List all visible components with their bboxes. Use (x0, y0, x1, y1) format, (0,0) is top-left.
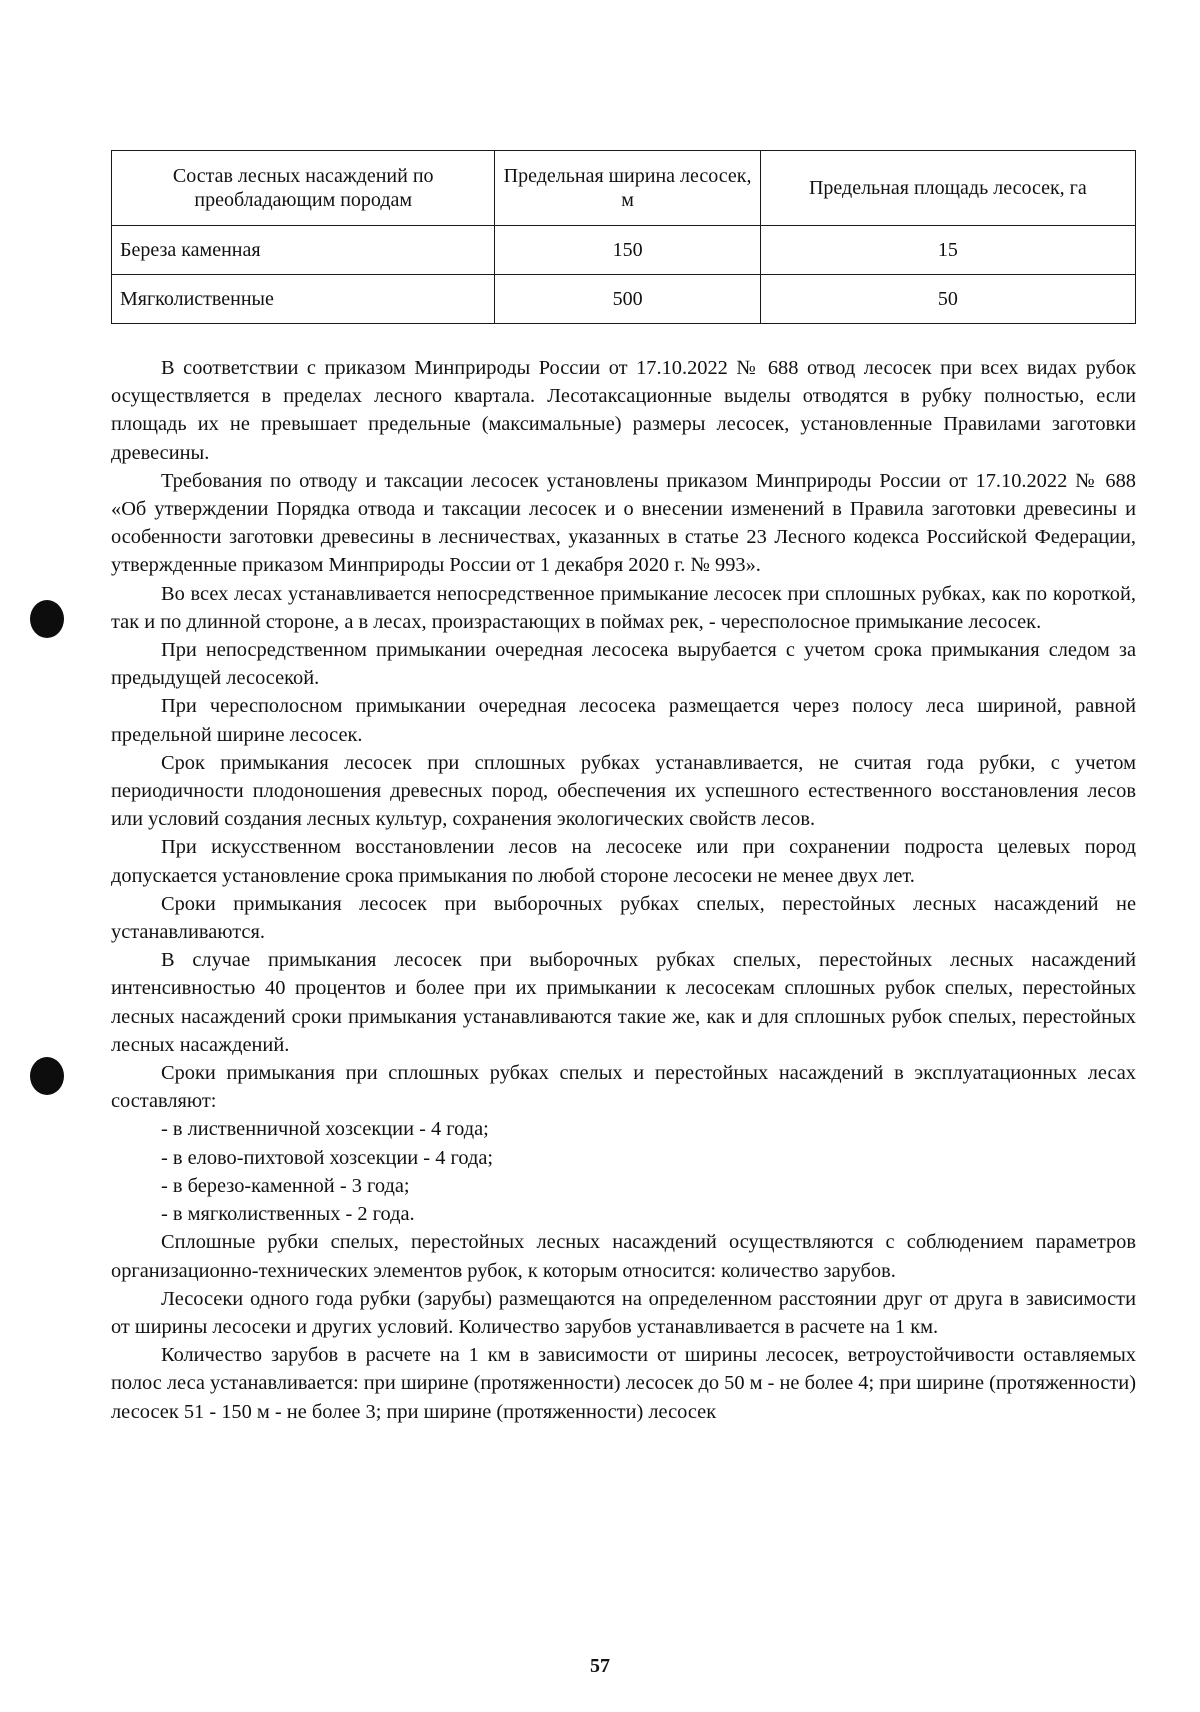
punch-hole-mark (30, 1057, 64, 1095)
paragraph: При чересполосном примыкании очередная лесосека размещается через полосу леса шириной, равной предельной ширине лесосек. (111, 695, 1136, 746)
table-header-row (112, 151, 1136, 226)
paragraph: В случае примыкания лесосек при выборочных рубках спелых, перестойных лесных насаждений интенсивностью 40 процентов и более при их примыкании к лесосекам сплошных рубок спелых, перестойных лесных насаждений сроки примыкания устанавливаются такие же, как и для сплошных рубок спелых, перестойных лесных насаждений. (111, 949, 1136, 1056)
table-cell-species: Мягколиственные (112, 275, 495, 324)
list-item: - в мягколиственных - 2 года. (161, 1203, 415, 1226)
logging-limits-table (111, 150, 1136, 324)
paragraph: Срок примыкания лесосек при сплошных рубках устанавливается, не считая года рубки, с учетом периодичности плодоношения древесных пород, обеспечения их успешного естественного восстановления лесов или условий создания лесных культур, сохранения экологических свойств лесов. (111, 751, 1136, 831)
paragraph: При искусственном восстановлении лесов на лесосеке или при сохранении подроста целевых пород допускается установление срока примыкания по любой стороне лесосеки не менее двух лет. (111, 836, 1136, 887)
list-item: - в елово-пихтовой хозсекции - 4 года; (161, 1146, 494, 1169)
table-header-composition: Состав лесных насаждений по преобладающим породам (112, 151, 495, 226)
paragraph: Сроки примыкания при сплошных рубках спелых и перестойных насаждений в эксплуатационных лесах составляют: (111, 1062, 1136, 1113)
table-row (112, 275, 1136, 324)
table-cell-width: 150 (495, 226, 760, 275)
paragraph: Требования по отводу и таксации лесосек установлены приказом Минприроды России от 17.10.2022 № 688 «Об утверждении Порядка отвода и таксации лесосек и о внесении изменений в Правила заготовки древесины и особенности заготовки древесины в лесничествах, указанных в статье 23 Лесного кодекса Российской Федерации, утвержденные приказом Минприроды России от 1 декабря 2020 г. № 993». (111, 469, 1136, 577)
table-header-area: Предельная площадь лесосек, га (760, 151, 1135, 226)
page-number: 57 (590, 1655, 610, 1677)
list-item: - в лиственничной хозсекции - 4 года; (161, 1118, 489, 1141)
paragraph: При непосредственном примыкании очередная лесосека вырубается с учетом срока примыкания следом за предыдущей лесосекой. (111, 639, 1136, 690)
table-header-width: Предельная ширина лесосек, м (495, 151, 760, 226)
list-item: - в березо-каменной - 3 года; (161, 1174, 410, 1197)
table-cell-area: 50 (760, 275, 1135, 324)
table-cell-area: 15 (760, 226, 1135, 275)
paragraph: Сплошные рубки спелых, перестойных лесных насаждений осуществляются с соблюдением параметров организационно-технических элементов рубок, к которым относится: количество зарубов. (111, 1231, 1136, 1282)
table-cell-species: Береза каменная (112, 226, 495, 275)
paragraph: Количество зарубов в расчете на 1 км в зависимости от ширины лесосек, ветроустойчивости оставляемых полос леса устанавливается: при ширине (протяженности) лесосек до 50 м - не более 4; при ширине (протяженности) лесосек 51 - 150 м - не более 3; при ширине (протяженности) лесосек (111, 1344, 1137, 1423)
table-cell-width: 500 (495, 275, 760, 324)
paragraph: Во всех лесах устанавливается непосредственное примыкание лесосек при сплошных рубках, как по короткой, так и по длинной стороне, а в лесах, произрастающих в поймах рек, - чересполосное примыкание лесосек. (111, 582, 1136, 633)
punch-hole-mark (30, 600, 64, 638)
paragraph: Сроки примыкания лесосек при выборочных рубках спелых, перестойных лесных насаждений не устанавливаются. (111, 892, 1136, 944)
paragraph: В соответствии с приказом Минприроды России от 17.10.2022 № 688 отвод лесосек при всех видах рубок осуществляется в пределах лесного квартала. Лесотаксационные выделы отводятся в рубку полностью, если площадь их не превышает предельные (максимальные) размеры лесосек, установленные Правилами заготовки древесины. (111, 357, 1136, 464)
paragraph: Лесосеки одного года рубки (зарубы) размещаются на определенном расстоянии друг от друга в зависимости от ширины лесосеки и других условий. Количество зарубов устанавливается в расчете на 1 км. (111, 1287, 1136, 1338)
table-row (112, 226, 1136, 275)
body-text (111, 354, 1136, 1426)
